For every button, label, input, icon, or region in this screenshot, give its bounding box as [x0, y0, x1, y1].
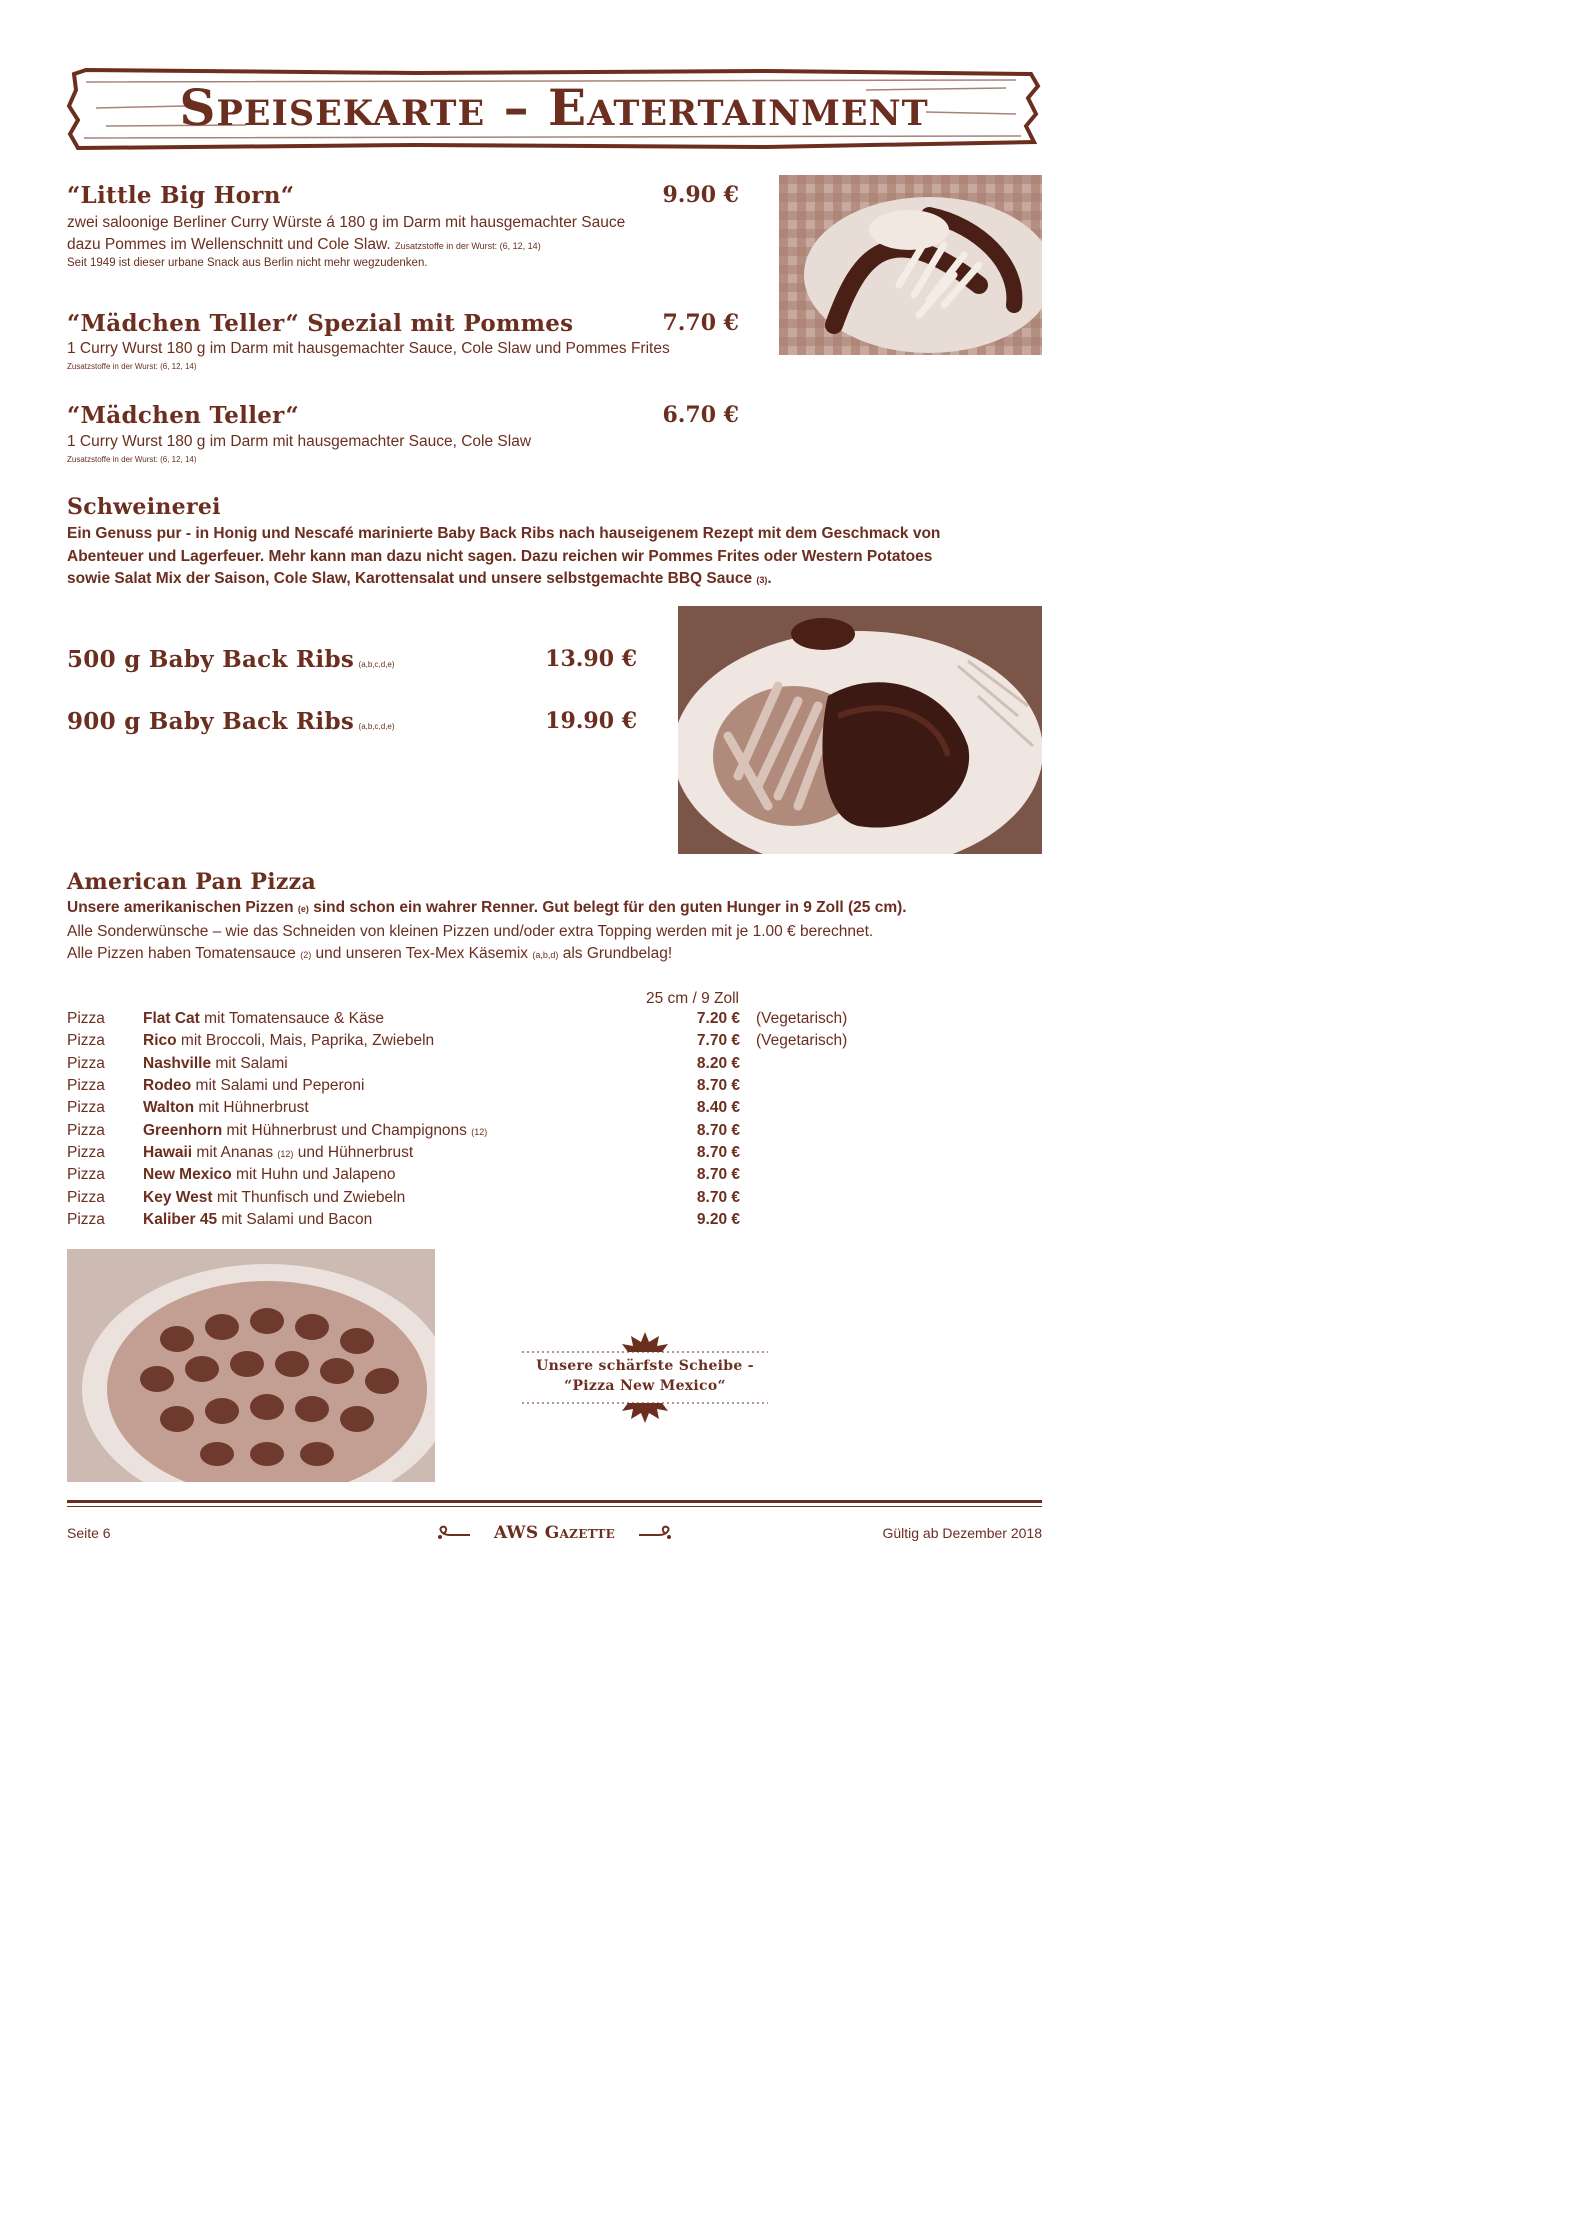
item-note: Seit 1949 ist dieser urbane Snack aus Berlin nicht mehr wegzudenken. — [67, 257, 428, 269]
pizza-category: Pizza — [67, 1055, 105, 1072]
pizza-toppings: mit Huhn und Jalapeno — [236, 1166, 396, 1183]
section-heading: Schweinerei — [67, 494, 221, 520]
pizza-intro — [67, 899, 907, 917]
vegetarian-label: (Vegetarisch) — [756, 1010, 848, 1027]
item-description: 1 Curry Wurst 180 g im Darm mit hausgemachter Sauce, Cole Slaw — [67, 433, 532, 450]
pizza-price: 8.70 € — [696, 1189, 740, 1206]
ribs-offer-name: 500 g Baby Back Ribs — [67, 646, 355, 673]
item-name: “Mädchen Teller“ Spezial mit Pommes — [67, 310, 574, 337]
pizza-toppings: mit Ananas — [196, 1144, 274, 1161]
section-text-line: sowie Salat Mix der Saison, Cole Slaw, Karottensalat und unsere selbstgemachte BBQ Sauce (3). — [67, 570, 772, 587]
vegetarian-label: (Vegetarisch) — [756, 1032, 848, 1049]
brand-name-a: AWS — [493, 1523, 539, 1543]
pizza-category: Pizza — [67, 1189, 105, 1206]
pizza-name: Key West — [143, 1189, 213, 1206]
additive-ref: (12) — [471, 1127, 488, 1137]
pizza-toppings: mit Hühnerbrust und Champignons — [226, 1122, 467, 1139]
pizza-price: 8.70 € — [696, 1144, 740, 1161]
pizza-name: Rodeo — [143, 1077, 192, 1094]
pizza-item — [143, 1010, 384, 1028]
pizza-category: Pizza — [67, 1211, 105, 1228]
pizza-price: 7.20 € — [696, 1010, 740, 1027]
swirl-right-icon — [637, 1525, 677, 1545]
additive-ref: (12) — [277, 1149, 294, 1159]
pizza-price: 7.70 € — [696, 1032, 740, 1049]
pizza-price: 8.20 € — [696, 1055, 740, 1072]
brand-name-b: Gazette — [544, 1523, 616, 1543]
pizza-name: Hawaii — [143, 1144, 193, 1161]
additive-ref: (2) — [300, 950, 312, 960]
item-description: 1 Curry Wurst 180 g im Darm mit hausgemachter Sauce, Cole Slaw und Pommes Frites — [67, 340, 670, 357]
footer-divider — [67, 1506, 1042, 1507]
pizza-price: 9.20 € — [696, 1211, 740, 1228]
swirl-left-icon — [432, 1525, 472, 1545]
page-title: Speisekarte – Eatertainment — [179, 78, 929, 137]
pizza-row — [67, 1144, 867, 1166]
pizza-price: 8.70 € — [696, 1166, 740, 1183]
pizza-name: Flat Cat — [143, 1010, 200, 1027]
additive-ref: (a,b,d) — [532, 950, 559, 960]
pizza-category: Pizza — [67, 1166, 105, 1183]
pizza-item — [143, 1099, 309, 1117]
item-name: “Mädchen Teller“ — [67, 402, 299, 429]
section-text-line: Ein Genuss pur - in Honig und Nescafé marinierte Baby Back Ribs nach hauseigenem Rezept mit dem Geschmack von — [67, 525, 941, 542]
additive-ref: (e) — [297, 904, 309, 914]
pizza-note-text: Alle Pizzen haben Tomatensauce — [67, 945, 296, 962]
pizza-row — [67, 1211, 867, 1233]
pizza-name: Rico — [143, 1032, 177, 1049]
section-text-line: Abenteuer und Lagerfeuer. Mehr kann man dazu nicht sagen. Dazu reichen wir Pommes Frites oder Western Potatoes — [67, 547, 933, 565]
pizza-toppings: mit Thunfisch und Zwiebeln — [216, 1189, 406, 1206]
additives-note: Zusatzstoffe in der Wurst: (6, 12, 14) — [67, 455, 197, 464]
brand-name — [477, 1523, 632, 1543]
pizza-name: Nashville — [143, 1055, 212, 1072]
pizza-toppings: mit Salami und Bacon — [221, 1211, 373, 1228]
pizza-row — [67, 1077, 867, 1099]
pizza-price: 8.70 € — [696, 1077, 740, 1094]
item-description: zwei saloonige Berliner Curry Würste á 180 g im Darm mit hausgemachter Sauce — [67, 214, 626, 231]
additives-note: Zusatzstoffe in der Wurst: (6, 12, 14) — [67, 362, 197, 371]
pizza-item — [143, 1122, 487, 1140]
pizza-category: Pizza — [67, 1077, 105, 1094]
pizza-name: Walton — [143, 1099, 195, 1116]
page-number: Seite 6 — [67, 1525, 111, 1541]
ribs-photo — [678, 606, 1042, 854]
pizza-name: Greenhorn — [143, 1122, 223, 1139]
additive-ref: (a,b,c,d,e) — [358, 722, 395, 731]
pizza-toppings: und Hühnerbrust — [297, 1144, 414, 1161]
section-heading: American Pan Pizza — [67, 869, 317, 895]
pizza-row — [67, 1122, 867, 1144]
pizza-category: Pizza — [67, 1032, 105, 1049]
validity-note: Gültig ab Dezember 2018 — [882, 1525, 1042, 1541]
pizza-item — [143, 1189, 405, 1207]
ribs-offer-name: 900 g Baby Back Ribs — [67, 708, 355, 735]
pizza-row — [67, 1010, 867, 1032]
pizza-category: Pizza — [67, 1010, 105, 1027]
pizza-item — [143, 1144, 413, 1162]
badge-text-line: Unsere schärfste Scheibe - — [536, 1358, 754, 1374]
pizza-note — [67, 943, 672, 966]
pizza-toppings: mit Broccoli, Mais, Paprika, Zwiebeln — [180, 1032, 435, 1049]
pizza-name: Kaliber 45 — [143, 1211, 218, 1228]
ribs-offer — [67, 646, 395, 673]
pizza-note-text: und unseren Tex-Mex Käsemix — [315, 945, 529, 962]
item-price: 6.70 € — [662, 402, 739, 428]
pizza-intro-text: Unsere amerikanischen Pizzen — [67, 899, 294, 916]
pizza-photo — [67, 1249, 435, 1482]
footer-divider — [67, 1500, 1042, 1503]
pizza-category: Pizza — [67, 1099, 105, 1116]
additive-ref: (3) — [756, 575, 768, 585]
pizza-row — [67, 1032, 867, 1054]
pizza-row — [67, 1099, 867, 1121]
item-price: 9.90 € — [662, 182, 739, 208]
footer-brand — [432, 1521, 677, 1547]
spiciest-pizza-badge — [520, 1330, 770, 1425]
pizza-item — [143, 1055, 288, 1073]
pizza-intro-text: sind schon ein wahrer Renner. Gut belegt für den guten Hunger in 9 Zoll (25 cm). — [313, 899, 907, 916]
pizza-row — [67, 1189, 867, 1211]
ribs-offer — [67, 708, 395, 735]
section-text — [67, 523, 1042, 592]
pizza-category: Pizza — [67, 1144, 105, 1161]
item-price: 7.70 € — [662, 310, 739, 336]
badge-text-line: “Pizza New Mexico“ — [564, 1378, 726, 1394]
section-text-content: sowie Salat Mix der Saison, Cole Slaw, Karottensalat und unsere selbstgemachte BBQ Sauce — [67, 570, 753, 587]
header-banner — [66, 68, 1042, 150]
pizza-item — [143, 1211, 372, 1229]
pizza-item — [143, 1032, 434, 1050]
item-name: “Little Big Horn“ — [67, 182, 295, 209]
pizza-toppings: mit Tomatensauce & Käse — [204, 1010, 384, 1027]
additive-ref: (a,b,c,d,e) — [358, 660, 395, 669]
pizza-item — [143, 1166, 395, 1184]
pizza-item — [143, 1077, 364, 1095]
pizza-price: 8.70 € — [696, 1122, 740, 1139]
pizza-row — [67, 1166, 867, 1188]
pizza-name: New Mexico — [143, 1166, 232, 1183]
pizza-toppings: mit Salami — [215, 1055, 288, 1072]
pizza-size-label: 25 cm / 9 Zoll — [645, 990, 739, 1007]
ribs-offer-price: 19.90 € — [545, 708, 637, 734]
pizza-toppings: mit Hühnerbrust — [198, 1099, 309, 1116]
pizza-row — [67, 1055, 867, 1077]
curry-wurst-photo — [779, 175, 1042, 355]
ribs-offer-price: 13.90 € — [545, 646, 637, 672]
pizza-note: Alle Sonderwünsche – wie das Schneiden von kleinen Pizzen und/oder extra Topping werden mit je 1.00 € berechnet. — [67, 923, 874, 940]
pizza-note-text: als Grundbelag! — [562, 945, 673, 962]
pizza-price: 8.40 € — [696, 1099, 740, 1116]
pizza-toppings: mit Salami und Peperoni — [195, 1077, 365, 1094]
item-description — [67, 234, 541, 257]
item-description-text: dazu Pommes im Wellenschnitt und Cole Slaw. — [67, 236, 391, 253]
pizza-category: Pizza — [67, 1122, 105, 1139]
additives-note: Zusatzstoffe in der Wurst: (6, 12, 14) — [394, 241, 541, 251]
